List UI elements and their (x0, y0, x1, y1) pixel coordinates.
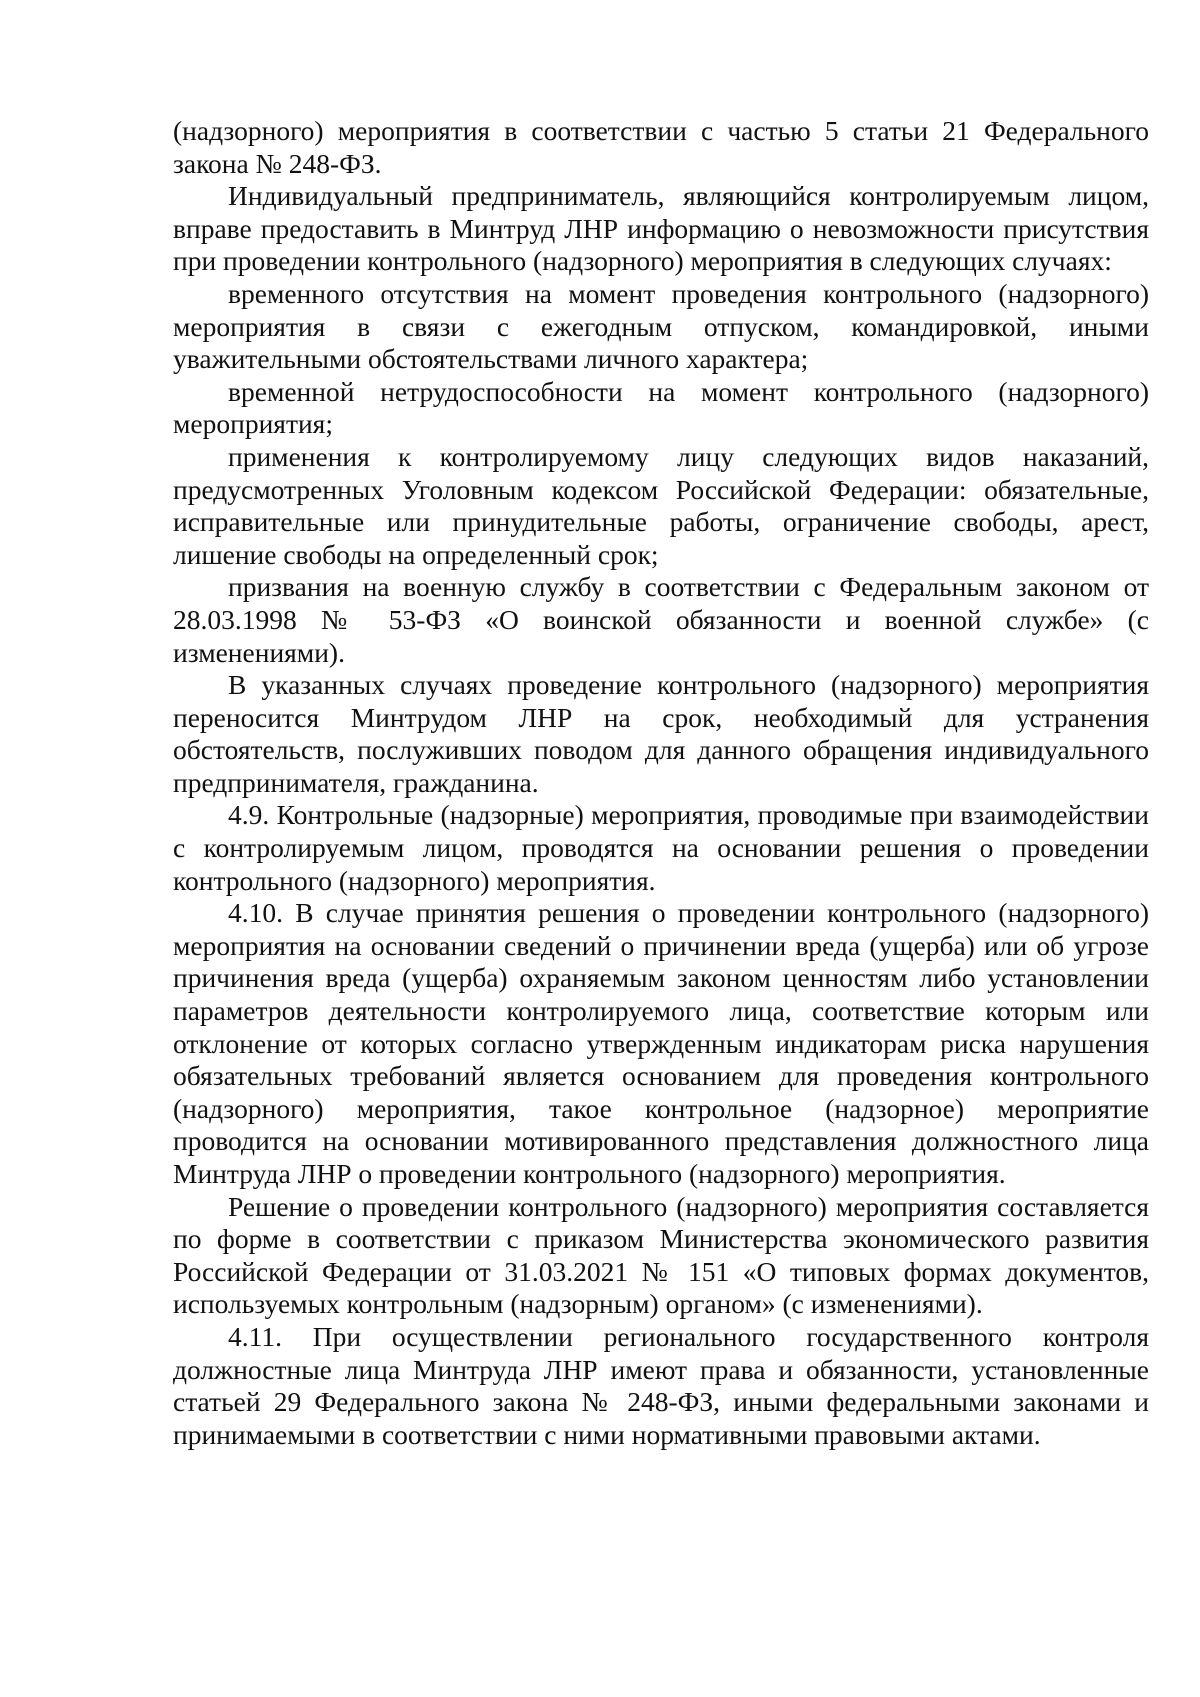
paragraph-clause-4-9: 4.9. Контрольные (надзорные) мероприятия, проводимые при взаимодействии с контролируемым лицом, проводятся на основании решения о проведении контрольного (надзорного) мероприятия. (173, 799, 1149, 896)
document-body (173, 115, 1149, 1451)
paragraph-case-absence: временного отсутствия на момент проведения контрольного (надзорного) мероприятия в связи с ежегодным отпуском, командировкой, иными уважительными обстоятельствами личного характера; (173, 277, 1149, 375)
paragraph-entrepreneur-right: Индивидуальный предприниматель, являющийся контролируемым лицом, вправе предоставить в Минтруд ЛНР информацию о невозможности присутствия при проведении контрольного (надзорного) мероприятия в следующих случаях: (173, 180, 1149, 277)
paragraph-case-disability: временной нетрудоспособности на момент контрольного (надзорного) мероприятия; (173, 375, 1149, 440)
paragraph-case-military: призвания на военную службу в соответствии с Федеральным законом от 28.03.1998 № 53-ФЗ «О воинской обязанности и военной службе» (с изменениями). (173, 571, 1149, 668)
paragraph-clause-4-11: 4.11. При осуществлении регионального государственного контроля должностные лица Минтруда ЛНР имеют права и обязанности, установленные статьей 29 Федерального закона № 248-ФЗ, иными федеральными законами и принимаемыми в соответствии с ними нормативными правовыми актами. (173, 1320, 1149, 1450)
paragraph-case-punishment: применения к контролируемому лицу следующих видов наказаний, предусмотренных Уголовным кодексом Российской Федерации: обязательные, исправительные или принудительные работы, ограничение свободы, арест, лишение свободы на определенный срок; (173, 440, 1149, 570)
paragraph-continuation: (надзорного) мероприятия в соответствии с частью 5 статьи 21 Федерального закона № 248-ФЗ. (173, 115, 1149, 179)
paragraph-postponement: В указанных случаях проведение контрольного (надзорного) мероприятия переносится Минтрудом ЛНР на срок, необходимый для устранения обстоятельств, послуживших поводом для данного обращения индивидуального предпринимателя, гражданина. (173, 669, 1149, 798)
paragraph-decision-form: Решение о проведении контрольного (надзорного) мероприятия составляется по форме в соответствии с приказом Министерства экономического развития Российской Федерации от 31.03.2021 № 151 «О типовых формах документов, используемых контрольным (надзорным) органом» (с изменениями). (173, 1190, 1149, 1320)
paragraph-clause-4-10: 4.10. В случае принятия решения о проведении контрольного (надзорного) мероприятия на основании сведений о причинении вреда (ущерба) или об угрозе причинения вреда (ущерба) охраняемым законом ценностям либо установлении параметров деятельности контролируемого лица, соответствие которым или отклонение от которых согласно утвержденным индикаторам риска нарушения обязательных требований является основанием для проведения контрольного (надзорного) мероприятия, такое контрольное (надзорное) мероприятие проводится на основании мотивированного представления должностного лица Минтруда ЛНР о проведении контрольного (надзорного) мероприятия. (173, 897, 1149, 1189)
